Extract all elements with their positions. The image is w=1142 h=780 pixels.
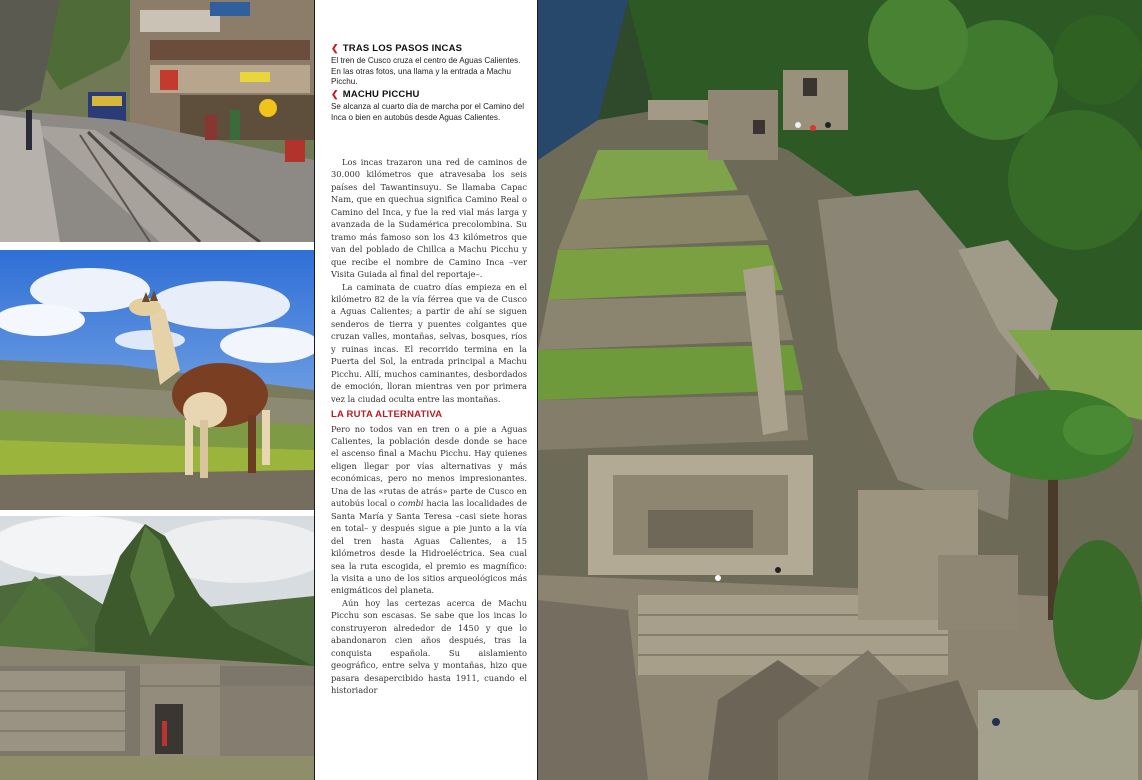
section-heading: LA RUTA ALTERNATIVA: [331, 409, 443, 421]
photo-llama: [0, 250, 314, 510]
caption-title: ❮ MACHU PICCHU: [331, 89, 420, 100]
paragraph: Los incas trazaron una red de caminos de 30.000 kilómetros que atravesaba los seis países del Tawantinsuyu. Se llamaba Capac Nam, que en quechua significa Camino Real o Camino del Inca, y fue la red vial más larga y avanzada de la Sudamérica precolombina. Su tramo más famoso son los 43 kilómetros que van del poblado de Chillca a Machu Picchu y que recibe el nombre de Camino Inca –ver Visita Guiada al final del reportaje–.: [331, 157, 527, 280]
photo-column: [0, 0, 314, 780]
caption-tras-los-pasos: [331, 43, 527, 88]
chevron-left-icon: ❮: [331, 43, 339, 53]
chevron-left-icon: ❮: [331, 89, 339, 99]
paragraph: La caminata de cuatro días empieza en el kilómetro 82 de la vía férrea que va de Cusco a Aguas Calientes; a partir de ahí se siguen senderos de tierra y puentes colgantes que cruzan valles, montañas, selvas, bosques, ríos y ruinas incas. El recorrido termina en la Puerta del Sol, la entrada principal a Machu Picchu. Allí, muchos caminantes, desbordados de emoción, lloran mientras ven por primera vez la ciudad oculta entre las montañas.: [331, 281, 527, 404]
caption-text: Se alcanza al cuarto día de marcha por el Camino del Inca o bien en autobús desde Aguas Calientes.: [331, 102, 525, 122]
photo-train-aguas-calientes: [0, 0, 314, 242]
photo-machu-picchu-entrance: [0, 516, 314, 780]
paragraph: Pero no todos van en tren o a pie a Aguas Calientes, la población desde donde se hace el ascenso final a Machu Picchu. Hay quienes eligen llegar por vías alternativas y más económicas, pero no menos impresionantes. Una de las «rutas de atrás» parte de Cusco en autobús local o combi hacia las localidades de Santa María y Santa Teresa –casi siete horas en total– y después sigue a pie junto a la vía del tren hasta Aguas Calientes, a 15 kilómetros desde la Hidroeléctrica. Sea cual sea la ruta escogida, el premio es magnífico: la visita a uno de los sitios arqueológicos más enigmáticos del planeta.: [331, 423, 527, 596]
photo-machu-picchu-terraces: [538, 0, 1142, 780]
article-body: [331, 156, 527, 696]
caption-machu-picchu: [331, 89, 527, 123]
paragraph: Aún hoy las certezas acerca de Machu Picchu son escasas. Se sabe que los incas lo construyeron alrededor de 1450 y que lo abandonaron cien años después, tras la conquista española. Su aislamiento geográfico, entre selva y montañas, hizo que pasara desapercibido hasta 1911, cuando el historiador: [331, 597, 527, 696]
article-text-column: [315, 0, 537, 780]
caption-text: El tren de Cusco cruza el centro de Aguas Calientes. En las otras fotos, una llama y la entrada a Machu Picchu.: [331, 56, 521, 87]
caption-title: ❮ TRAS LOS PASOS INCAS: [331, 43, 463, 54]
